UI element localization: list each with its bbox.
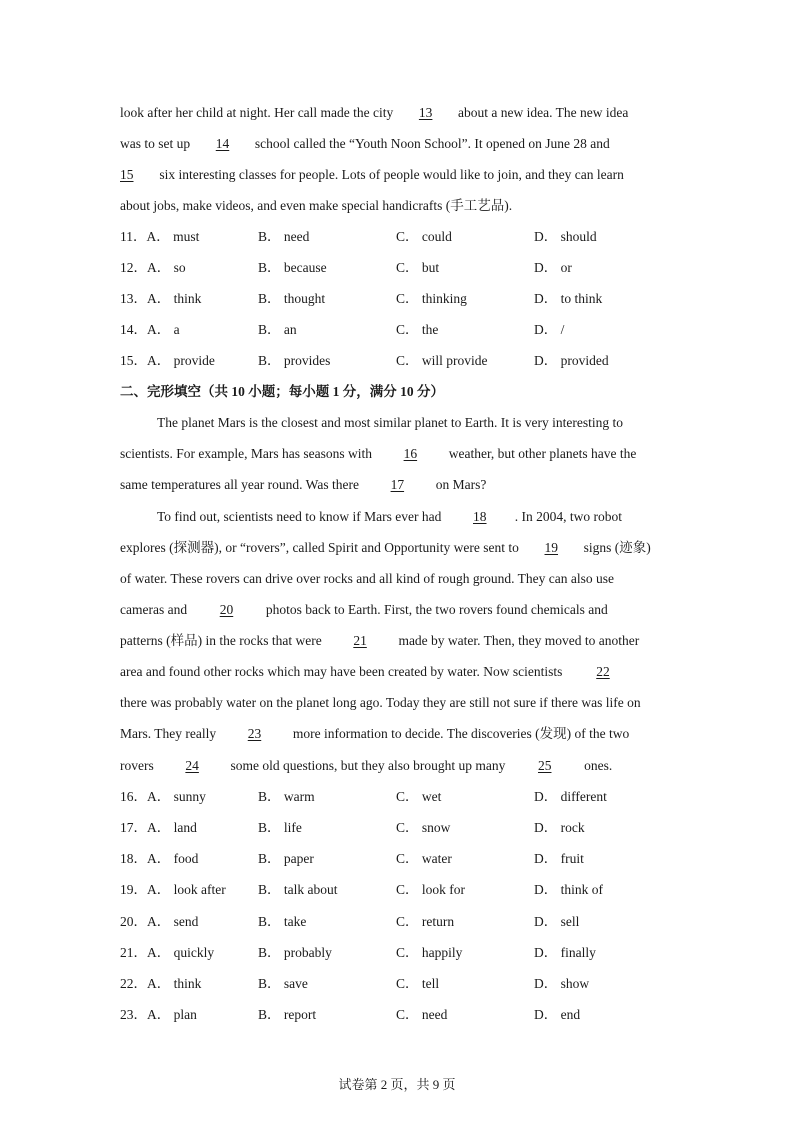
- passage-line: there was probably water on the planet long ago. Today they are still not sure if there was life on: [120, 695, 641, 710]
- passage-line: same temperatures all year round. Was there 17 on Mars?: [120, 475, 673, 495]
- option-row-17: 17．A． land B． life C． snow D． rock: [120, 820, 585, 835]
- blank-13: 13: [418, 105, 433, 120]
- passage-line: To find out, scientists need to know if Mars ever had 18 . In 2004, two robot: [120, 507, 673, 527]
- option-row-21: 21．A． quickly B． probably C． happily D． finally: [120, 945, 596, 960]
- section-heading: 二、完形填空（共 10 小题；每小题 1 分，满分 10 分）: [120, 384, 444, 399]
- option-row-16: 16．A． sunny B． warm C． wet D． different: [120, 789, 607, 804]
- passage-line: cameras and 20 photos back to Earth. First, the two rovers found chemicals and: [120, 600, 673, 620]
- passage-line: The planet Mars is the closest and most similar planet to Earth. It is very interesting to: [157, 415, 624, 430]
- passage-line: about jobs, make videos, and even make special handicrafts (手工艺品).: [120, 198, 513, 213]
- blank-23: 23: [247, 726, 262, 741]
- passage-line: area and found other rocks which may have been created by water. Now scientists 22: [120, 662, 673, 682]
- option-row-13: 13．A． think B． thought C． thinking D． to think: [120, 291, 603, 306]
- blank-14: 14: [215, 136, 230, 151]
- blank-16: 16: [403, 446, 418, 461]
- passage-line: explores (探测器), or “rovers”, called Spirit and Opportunity were sent to 19 signs (迹象): [120, 538, 673, 558]
- option-row-22: 22．A． think B． save C． tell D． show: [120, 976, 590, 991]
- blank-19: 19: [544, 540, 559, 555]
- passage-line: was to set up 14 school called the “Youth Noon School”. It opened on June 28 and: [120, 134, 673, 154]
- blank-24: 24: [185, 758, 199, 773]
- option-row-20: 20．A． send B． take C． return D． sell: [120, 914, 580, 929]
- blank-17: 17: [390, 477, 405, 492]
- passage-line: rovers 24 some old questions, but they also brought up many 25 ones.: [120, 756, 673, 776]
- option-row-23: 23．A． plan B． report C． need D． end: [120, 1007, 581, 1022]
- option-row-18: 18．A． food B． paper C． water D． fruit: [120, 851, 584, 866]
- option-row-14: 14．A． a B． an C． the D． /: [120, 322, 565, 337]
- option-row-11: 11．A． must B． need C． could D． should: [120, 229, 597, 244]
- passage-line: of water. These rovers can drive over rocks and all kind of rough ground. They can also use: [120, 571, 614, 586]
- passage-line: scientists. For example, Mars has seasons with 16 weather, but other planets have the: [120, 444, 673, 464]
- option-row-15: 15．A． provide B． provides C． will provide D． provided: [120, 353, 609, 368]
- blank-21: 21: [353, 633, 367, 648]
- passage-line: Mars. They really 23 more information to decide. The discoveries (发现) of the two: [120, 724, 673, 744]
- passage-line: patterns (样品) in the rocks that were 21 made by water. Then, they moved to another: [120, 631, 673, 651]
- page-footer: 试卷第 2 页，共 9 页: [338, 1077, 456, 1092]
- blank-18: 18: [473, 509, 487, 524]
- blank-22: 22: [596, 664, 610, 679]
- passage-line: 15 six interesting classes for people. Lots of people would like to join, and they can learn: [120, 165, 673, 185]
- passage-line: look after her child at night. Her call made the city 13 about a new idea. The new idea: [120, 103, 673, 123]
- option-row-12: 12．A． so B． because C． but D． or: [120, 260, 572, 275]
- blank-20: 20: [219, 602, 234, 617]
- option-row-19: 19．A． look after B． talk about C． look for D． think of: [120, 882, 603, 897]
- blank-25: 25: [537, 758, 552, 773]
- blank-15: 15: [120, 167, 134, 182]
